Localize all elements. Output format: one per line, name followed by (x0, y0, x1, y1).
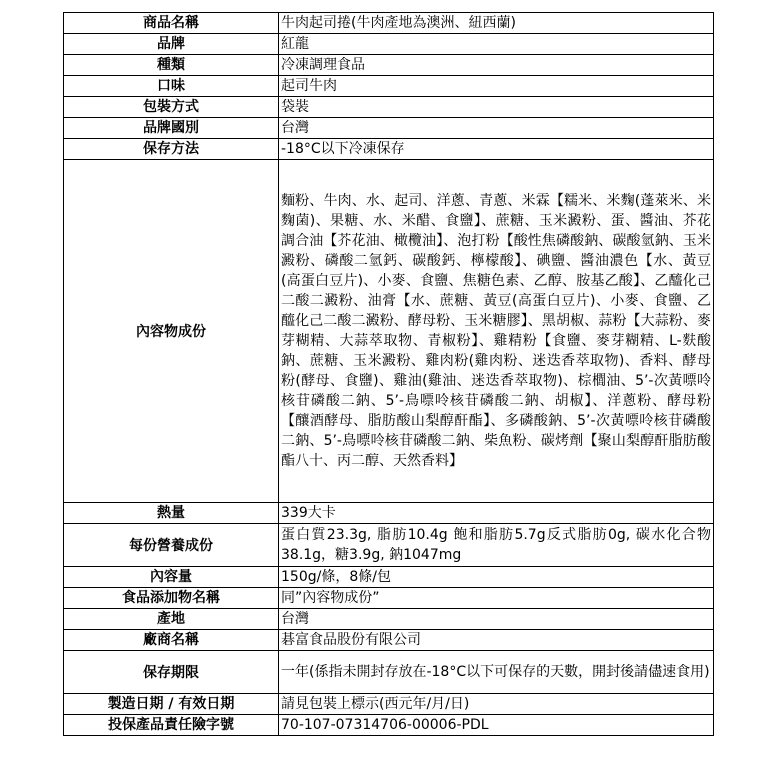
spec-row-packaging (64, 97, 714, 118)
spec-row-dates (64, 694, 714, 715)
spec-label: 產地 (64, 609, 279, 630)
spec-value: 紅龍 (279, 34, 714, 55)
spec-value: 牛肉起司捲(牛肉產地為澳洲、紐西蘭) (279, 13, 714, 34)
spec-row-ingredients (64, 160, 714, 503)
spec-row-net-content (64, 567, 714, 588)
spec-row-product-name (64, 13, 714, 34)
spec-label: 口味 (64, 76, 279, 97)
spec-label: 內容量 (64, 567, 279, 588)
spec-row-nutrition (64, 524, 714, 567)
spec-label: 每份營養成份 (64, 524, 279, 567)
spec-label: 保存方法 (64, 139, 279, 160)
spec-label: 投保產品責任險字號 (64, 715, 279, 736)
spec-label: 種類 (64, 55, 279, 76)
spec-value: 70-107-07314706-00006-PDL (279, 715, 714, 736)
spec-value: 同”內容物成份” (279, 588, 714, 609)
spec-label: 包裝方式 (64, 97, 279, 118)
spec-row-origin (64, 609, 714, 630)
spec-value: -18°C以下冷凍保存 (279, 139, 714, 160)
spec-row-manufacturer (64, 630, 714, 651)
spec-row-insurance (64, 715, 714, 736)
spec-row-shelf-life (64, 651, 714, 694)
spec-value: 冷凍調理食品 (279, 55, 714, 76)
spec-value: 339大卡 (279, 503, 714, 524)
spec-label: 熱量 (64, 503, 279, 524)
product-spec-table (63, 12, 714, 736)
spec-label: 內容物成份 (64, 160, 279, 503)
spec-label: 保存期限 (64, 651, 279, 694)
spec-value: 請見包裝上標示(西元年/月/日) (279, 694, 714, 715)
spec-value: 一年(係指未開封存放在-18°C以下可保存的天數，開封後請儘速食用) (279, 651, 714, 694)
spec-value: 台灣 (279, 609, 714, 630)
spec-row-additives (64, 588, 714, 609)
spec-label: 品牌國別 (64, 118, 279, 139)
spec-label: 製造日期 / 有效日期 (64, 694, 279, 715)
spec-value: 袋裝 (279, 97, 714, 118)
spec-row-brand-country (64, 118, 714, 139)
spec-value: 麵粉、牛肉、水、起司、洋蔥、青蔥、米霖【糯米、米麴(蓬萊米、米麴菌)、果糖、水、米醋、食鹽】、蔗糖、玉米澱粉、蛋、醬油、芥花調合油【芥花油、橄欖油】、泡打粉【酸性焦磷酸鈉、碳酸氫鈉、玉米澱粉、磷酸二氫鈣、碳酸鈣、檸檬酸】、碘鹽、醬油濃色【水、黃豆(高蛋白豆片)、小麥、食鹽、焦糖色素、乙醇、胺基乙酸】、乙醯化己二酸二澱粉、油膏【水、蔗糖、黃豆(高蛋白豆片)、小麥、食鹽、乙醯化己二酸二澱粉、酵母粉、玉米糖膠】、黑胡椒、蒜粉【大蒜粉、麥芽糊精、大蒜萃取物、青椒粉】、雞精粉【食鹽、麥芽糊精、L-麩酸鈉、蔗糖、玉米澱粉、雞肉粉(雞肉粉、迷迭香萃取物)、香料、酵母粉(酵母、食鹽)、雞油(雞油、迷迭香萃取物)、棕櫚油、5’-次黃嘌呤核苷磷酸二鈉、5’-鳥嘌呤核苷磷酸二鈉、胡椒】、洋蔥粉、酵母粉【釀酒酵母、脂肪酸山梨醇酐酯】、多磷酸鈉、5’-次黃嘌呤核苷磷酸二鈉、5’-鳥嘌呤核苷磷酸二鈉、柴魚粉、碳烤劑【聚山梨醇酐脂肪酸酯八十、丙二醇、天然香料】 (279, 160, 714, 503)
spec-row-storage (64, 139, 714, 160)
spec-value: 150g/條，8條/包 (279, 567, 714, 588)
spec-value: 碁富食品股份有限公司 (279, 630, 714, 651)
spec-label: 食品添加物名稱 (64, 588, 279, 609)
spec-value: 台灣 (279, 118, 714, 139)
spec-value: 蛋白質23.3g, 脂肪10.4g 飽和脂肪5.7g反式脂肪0g, 碳水化合物38.1g，糖3.9g, 鈉1047mg (279, 524, 714, 567)
spec-row-calories (64, 503, 714, 524)
spec-value: 起司牛肉 (279, 76, 714, 97)
spec-row-category (64, 55, 714, 76)
spec-label: 廠商名稱 (64, 630, 279, 651)
spec-label: 商品名稱 (64, 13, 279, 34)
spec-row-brand (64, 34, 714, 55)
spec-label: 品牌 (64, 34, 279, 55)
spec-row-flavor (64, 76, 714, 97)
